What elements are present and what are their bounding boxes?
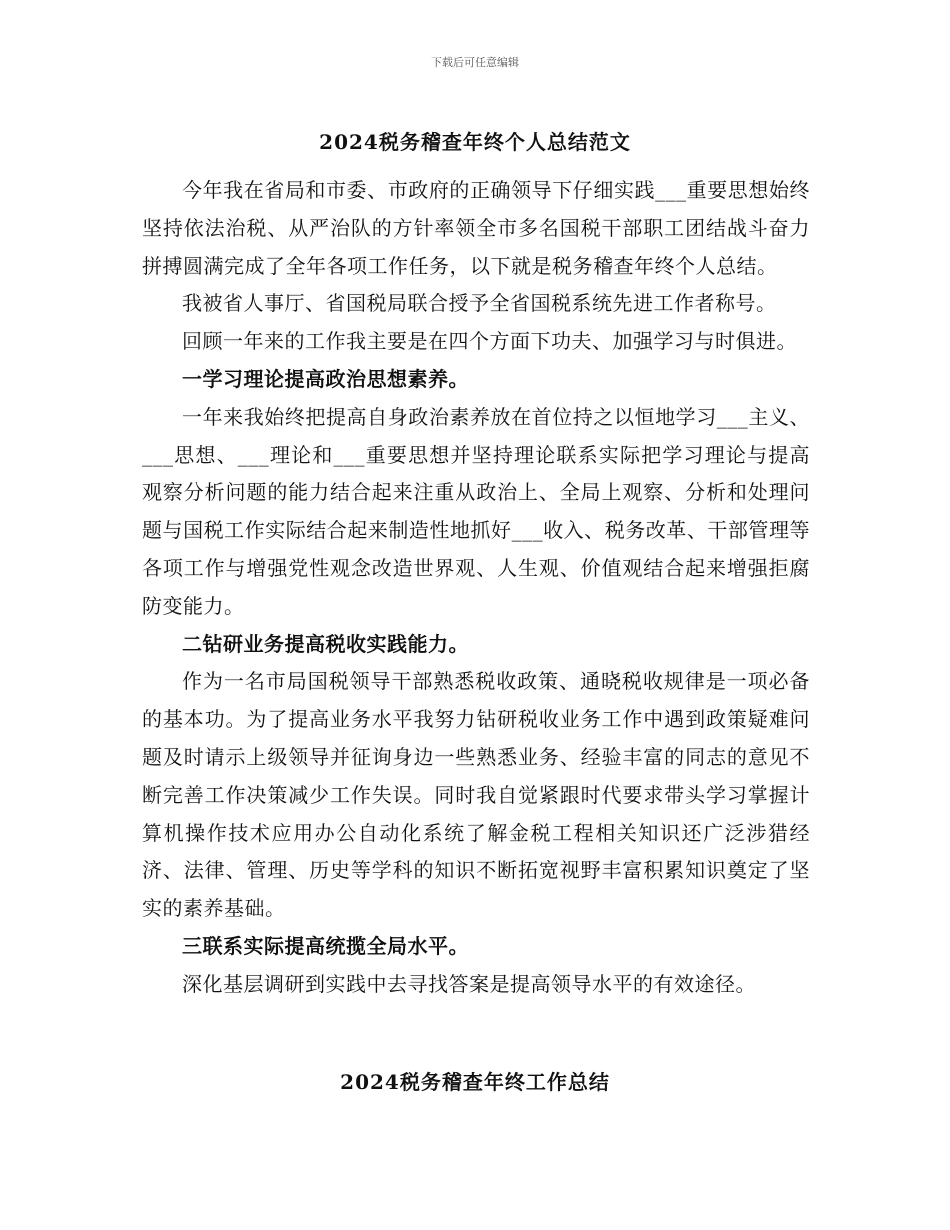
second-document-title: 2024税务稽查年终工作总结 [340, 1070, 610, 1094]
section-heading: 二钻研业务提高税收实践能力。 [182, 631, 469, 656]
paragraph: 一年来我始终把提高自身政治素养放在首位持之以恒地学习___主义、___思想、___理论和___重要思想并坚持理论联系实际把学习理论与提高观察分析问题的能力结合起来注重从政治上、全局上观察、分析和处理问题与国税工作实际结合起来制造性地抓好___收入、税务改革、干部管理等各项工作与增强党性观念改造世界观、人生观、价值观结合起来增强拒腐防变能力。 [142, 404, 810, 618]
header-note: 下载后可任意编辑 [431, 56, 519, 69]
section-heading: 三联系实际提高统揽全局水平。 [182, 933, 469, 958]
document-title: 2024税务稽查年终个人总结范文 [319, 130, 631, 154]
paragraph: 作为一名市局国税领导干部熟悉税收政策、通晓税收规律是一项必备的基本功。为了提高业务水平我努力钻研税收业务工作中遇到政策疑难问题及时请示上级领导并征询身边一些熟悉业务、经验丰富的同志的意见不断完善工作决策减少工作失误。同时我自觉紧跟时代要求带头学习掌握计算机操作技术应用办公自动化系统了解金税工程相关知识还广泛涉猎经济、法律、管理、历史等学科的知识不断拓宽视野丰富积累知识奠定了坚实的素养基础。 [142, 669, 810, 921]
paragraph: 深化基层调研到实践中去寻找答案是提高领导水平的有效途径。 [182, 971, 756, 996]
paragraph: 回顾一年来的工作我主要是在四个方面下功夫、加强学习与时俱进。 [182, 329, 797, 354]
section-heading: 一学习理论提高政治思想素养。 [182, 366, 469, 391]
paragraph: 今年我在省局和市委、市政府的正确领导下仔细实践___重要思想始终坚持依法治税、从严治队的方针率领全市多名国税干部职工团结战斗奋力拼搏圆满完成了全年各项工作任务，以下就是税务稽查年终个人总结。 [142, 178, 810, 278]
paragraph: 我被省人事厅、省国税局联合授予全省国税系统先进工作者称号。 [182, 291, 777, 316]
document-body [142, 172, 810, 1004]
